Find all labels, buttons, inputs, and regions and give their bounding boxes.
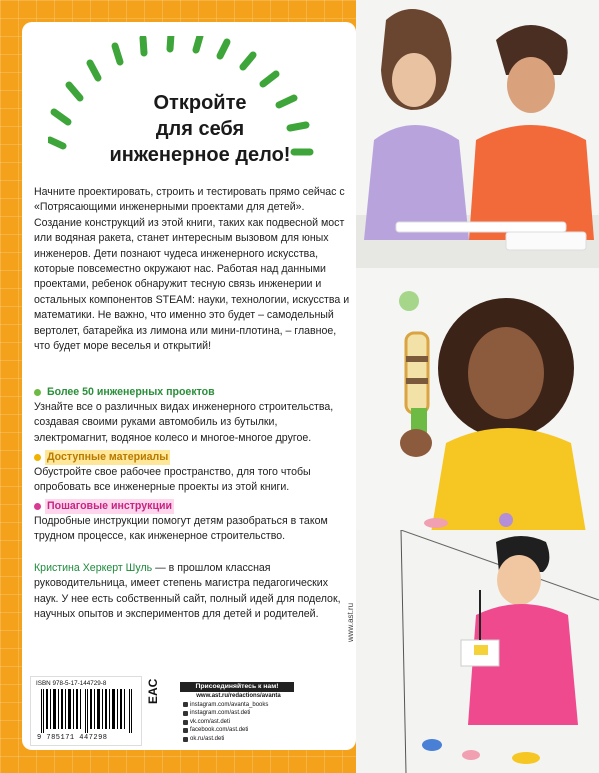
intro-paragraph: Начните проектировать, строить и тестировать прямо сейчас с «Потрясающими инженерными проектами для детей». Создание конструкций из этой книги, таких как подвесной мост или водяная ракета, станет интересным вызовом для юных инженеров. Дети познают чудеса инженерного искусства, которые повсеместно окружают нас. Работая над данными проектами, ребенок обнаружит тесную связь инженерии и остальных компонентов STEAM: науки, технологии, искусства и математики. Не важно, что именно это будет – самодельный вертолет, батарейка из лимона или мини-плотина, – главное, что будет море веселья и открытий!	[34, 186, 350, 353]
ok-link[interactable]: ok.ru/ast.deti	[180, 735, 294, 744]
vk-link[interactable]: vk.com/ast.deti	[180, 718, 294, 727]
feature-text: Узнайте все о различных видах инженерного строительства, создавая своими руками автомобиль из бутылки, электромагнит, водяное колесо и многое-многое другое.	[34, 401, 334, 444]
feature-instructions	[34, 499, 352, 545]
instagram-icon	[183, 711, 188, 716]
social-header: Присоединяйтесь к нам!	[180, 682, 294, 692]
feature-text: Обустройте свое рабочее пространство, для того чтобы опробовать все инженерные проекты из этой книги.	[34, 466, 311, 494]
author-description: — в прошлом классная руководительница, имеет степень магистра педагогических наук. У нее есть собственный сайт, полный идей для поделок, научных опытов и экспериментов для детей и родителей.	[34, 562, 341, 621]
instagram-link[interactable]: instagram.com/avanta_books	[180, 701, 294, 710]
feature-title: Более 50 инженерных проектов	[47, 386, 215, 398]
author-bio	[34, 561, 352, 623]
bullet-icon	[34, 454, 41, 461]
feature-text: Подробные инструкции помогут детям разобраться в таком трудном процессе, как инженерное строительство.	[34, 515, 328, 543]
facebook-icon	[183, 728, 188, 733]
vertical-website: www.ast.ru	[346, 602, 355, 642]
isbn: ISBN 978-5-17-144729-8	[36, 680, 107, 687]
feature-materials	[34, 450, 352, 496]
age-rating-0: 0+	[305, 683, 329, 707]
bullet-icon	[34, 389, 41, 396]
facebook-link[interactable]: facebook.com/ast.deti	[180, 726, 294, 735]
age-rating-6: 6+	[305, 716, 329, 740]
photo-girl-with-battery	[356, 268, 599, 530]
instagram-icon	[183, 702, 188, 707]
headline-line-3: инженерное дело!	[109, 144, 291, 166]
feature-projects	[34, 385, 352, 446]
author-name: Кристина Херкерт Шуль	[34, 562, 153, 574]
feature-title: Доступные материалы	[47, 451, 169, 463]
headline	[100, 90, 300, 168]
instagram-link-2[interactable]: instagram.com/ast.deti	[180, 709, 294, 718]
barcode-icon	[39, 689, 135, 733]
headline-line-1: Откройте	[153, 92, 247, 114]
ok-icon	[183, 737, 188, 742]
barcode-block	[30, 676, 142, 746]
photo-kids-building	[356, 0, 599, 268]
barcode-number: 9 785171 447298	[37, 734, 108, 742]
photo-boy-with-cable-car	[356, 530, 599, 773]
site-link[interactable]: www.ast.ru/redactions/avanta	[196, 693, 281, 699]
headline-line-2: для себя	[155, 118, 245, 140]
bullet-icon	[34, 503, 41, 510]
vk-icon	[183, 720, 188, 725]
feature-title: Пошаговые инструкции	[47, 500, 172, 512]
social-links	[180, 682, 294, 746]
photo-column	[356, 0, 599, 773]
eac-mark: EAC	[146, 678, 160, 704]
